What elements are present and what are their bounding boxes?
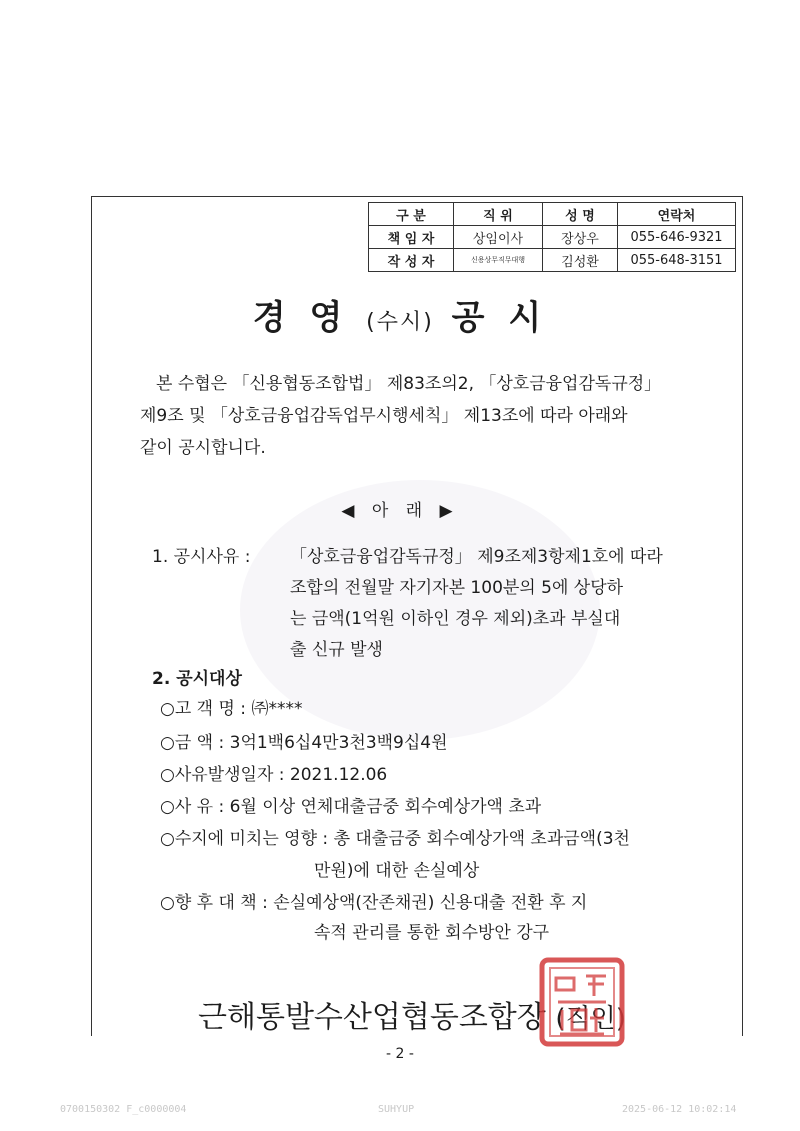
table-cell: 김성환 bbox=[543, 249, 618, 272]
section1-line: 「상호금융업감독규정」 제9조제3항제1호에 따라 bbox=[290, 547, 663, 567]
seal-text: (직인) bbox=[555, 1004, 626, 1034]
section1-line: 조합의 전월말 자기자본 100분의 5에 상당하 bbox=[290, 578, 624, 598]
intro-paragraph bbox=[140, 368, 700, 464]
row-label: ○수지에 미치는 영향 : bbox=[160, 829, 329, 849]
table-cell: 055-646-9321 bbox=[618, 226, 736, 249]
list-item bbox=[160, 760, 387, 785]
ahrae-heading: ◀ 아 래 ▶ bbox=[341, 501, 459, 521]
contact-table bbox=[368, 202, 736, 272]
title-sub: (수시) bbox=[366, 310, 434, 335]
header-cell: 성 명 bbox=[543, 203, 618, 226]
list-item bbox=[160, 728, 448, 753]
row-value: 손실예상액(잔존채권) 신용대출 전환 후 지 bbox=[273, 893, 588, 913]
contact-table-header bbox=[369, 203, 736, 226]
scan-meta-left: 0700150302 F_c0000004 bbox=[60, 1104, 187, 1115]
section1-body bbox=[290, 542, 730, 666]
header-cell: 연락처 bbox=[618, 203, 736, 226]
table-cell: 작 성 자 bbox=[369, 249, 454, 272]
row-label: ○고 객 명 : bbox=[160, 699, 247, 719]
section1-heading: 1. 공시사유 : bbox=[152, 547, 251, 567]
intro-line: 제9조 및 「상호금융업감독업무시행세칙」 제13조에 따라 아래와 bbox=[140, 406, 628, 426]
row-value: 2021.12.06 bbox=[289, 765, 388, 785]
section1-line: 출 신규 발생 bbox=[290, 640, 383, 660]
organization-label: 근해통발수산업협동조합장 bbox=[198, 1000, 546, 1035]
row-value: 3억1백6십4만3천3백9십4원 bbox=[229, 733, 448, 753]
title-main-left: 경 영 bbox=[252, 298, 349, 338]
section2-heading: 2. 공시대상 bbox=[152, 669, 242, 689]
table-cell: 055-648-3151 bbox=[618, 249, 736, 272]
title-main-right: 공 시 bbox=[451, 298, 548, 338]
row-continuation: 만원)에 대한 손실예상 bbox=[314, 861, 480, 881]
intro-line: 본 수협은 「신용협동조합법」 제83조의2, 「상호금융업감독규정」 bbox=[156, 374, 662, 394]
page-title bbox=[0, 290, 800, 339]
table-cell: 장상우 bbox=[543, 226, 618, 249]
table-row bbox=[369, 226, 736, 249]
row-value: 총 대출금중 회수예상가액 초과금액(3천 bbox=[333, 829, 630, 849]
table-cell: 상임이사 bbox=[454, 226, 543, 249]
scan-meta-mid: SUHYUP bbox=[378, 1104, 415, 1115]
row-label: ○사 유 : bbox=[160, 797, 225, 817]
table-row bbox=[369, 249, 736, 272]
row-label: ○금 액 : bbox=[160, 733, 225, 753]
table-cell: 신용상무직무대행 bbox=[454, 249, 543, 272]
header-cell: 구 분 bbox=[369, 203, 454, 226]
row-label: ○사유발생일자 : bbox=[160, 765, 285, 785]
row-label: ○향 후 대 책 : bbox=[160, 893, 268, 913]
list-item bbox=[160, 824, 630, 849]
intro-line: 같이 공시합니다. bbox=[140, 438, 266, 458]
header-cell: 직 위 bbox=[454, 203, 543, 226]
section1-line: 는 금액(1억원 이하인 경우 제외)초과 부실대 bbox=[290, 609, 621, 629]
list-item bbox=[160, 694, 302, 719]
row-continuation: 속적 관리를 통한 회수방안 강구 bbox=[314, 923, 550, 943]
page-number: - 2 - bbox=[386, 1046, 414, 1062]
official-seal-stamp bbox=[538, 956, 626, 1048]
list-item bbox=[160, 792, 541, 817]
table-cell: 책 임 자 bbox=[369, 226, 454, 249]
row-value: 6월 이상 연체대출금중 회수예상가액 초과 bbox=[229, 797, 542, 817]
scan-meta-right: 2025-06-12 10:02:14 bbox=[622, 1104, 737, 1115]
list-item bbox=[160, 888, 587, 913]
row-value: ㈜**** bbox=[251, 699, 303, 719]
